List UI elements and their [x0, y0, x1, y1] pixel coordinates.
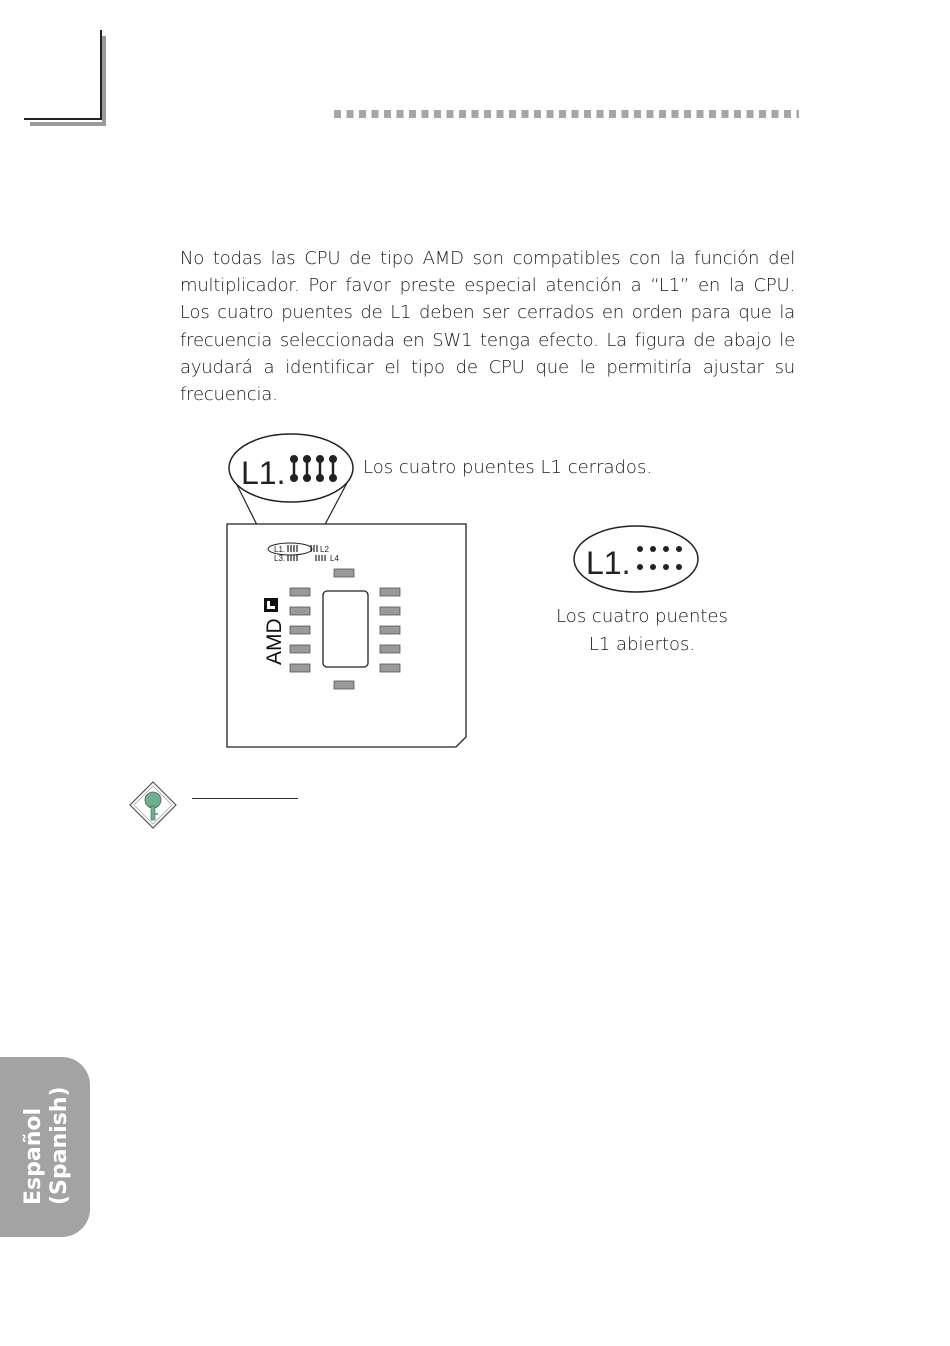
amd-logo-icon: [264, 598, 278, 612]
language-tab-line2: (Spanish): [47, 1086, 72, 1205]
language-tab-line1: Español: [21, 1107, 46, 1205]
chip-label-l4: L4: [330, 554, 339, 563]
body-paragraph: No todas las CPU de tipo AMD son compatibles con la función del multiplicador. Por favor preste especial atención a “L1” en la CPU. Los cuatro puentes de L1 deben ser cerrados en orden para que la frecuencia seleccionada en SW1 tenga efecto. La figura de abajo le ayudará a identificar el tipo de CPU que le permitiría ajustar su frecuencia.: [180, 248, 795, 406]
closed-zoom-label: L1.: [241, 455, 286, 491]
chip-label-l2: L2: [320, 545, 329, 554]
note-rule: [192, 798, 298, 799]
open-bridges-caption: Los cuatro puentes L1 abiertos.: [556, 606, 728, 655]
closed-bridges-caption: Los cuatro puentes L1 cerrados.: [363, 457, 653, 478]
note-key-icon: [128, 780, 178, 830]
chip-brand: AMD: [263, 618, 286, 665]
open-zoom-label: L1.: [586, 545, 631, 581]
cpu-die: [323, 591, 368, 667]
chip-label-l1: L1.: [274, 545, 286, 554]
language-tab-label: [21, 1086, 73, 1205]
chip-label-l3: L3.: [274, 554, 286, 563]
